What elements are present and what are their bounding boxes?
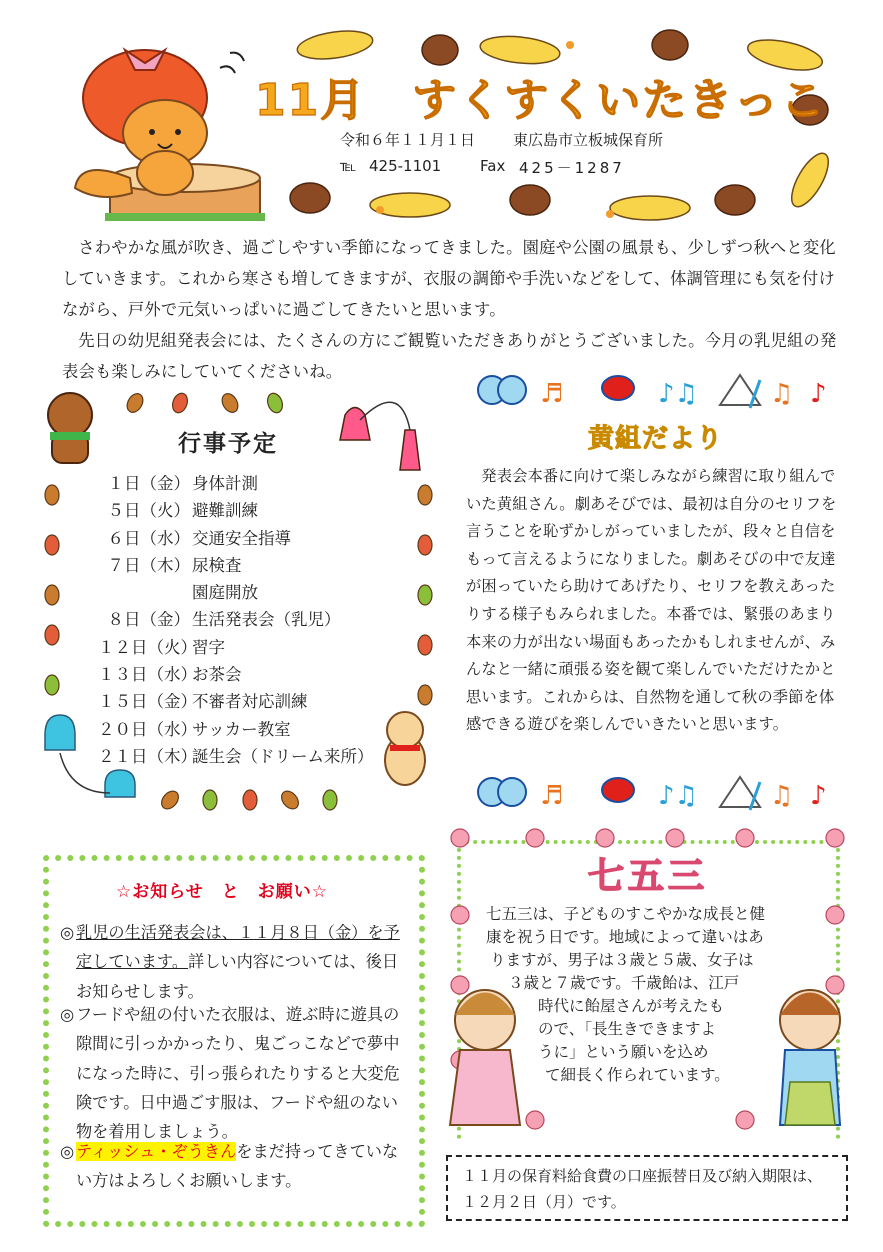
fax-label: Fax — [480, 157, 506, 175]
notice-item-1 — [60, 918, 410, 1006]
shichigosan-line: りますが、男子は３歳と５歳、女子は — [490, 951, 754, 969]
event-date: １３日（水） — [98, 665, 197, 685]
event-row — [98, 497, 374, 524]
notice-title: ☆お知らせ と お願い☆ — [116, 882, 328, 902]
event-date: １日（金） — [107, 474, 190, 493]
event-row — [98, 470, 374, 497]
svg-text:♪♫: ♪♫ — [658, 379, 698, 409]
notice-item-3-rest: をまだ持ってきていない方はよろしくお願いします。 — [76, 1142, 399, 1191]
event-row — [98, 552, 374, 579]
svg-text:♫: ♫ — [770, 781, 794, 811]
shichigosan-line: うに」という願いを込め — [538, 1043, 709, 1061]
yellow-class-text — [466, 463, 844, 739]
svg-text:♬: ♬ — [540, 781, 564, 811]
notice-item-3 — [60, 1137, 410, 1196]
bullet-mark: ◎ — [60, 1005, 75, 1024]
event-row — [98, 688, 374, 715]
bullet-mark: ◎ — [60, 923, 75, 942]
intro-paragraph-2: 先日の幼児組発表会には、たくさんの方にご観覧いただきありがとうございました。今月の乳児組の発表会も楽しみにしていてくださいね。 — [62, 331, 837, 381]
event-row — [98, 525, 374, 552]
events-title: 行事予定 — [178, 431, 278, 457]
event-date: １５日（金） — [98, 692, 197, 712]
event-date — [98, 579, 190, 606]
notice-item-2-text: フードや紐の付いた衣服は、遊ぶ時に遊具の隙間に引っかかったり、鬼ごっこなどで夢中になった時に、引っ張られたりすると大変危険です。日中過ごす服は、フードや紐のない物を着用しましょう。 — [76, 1005, 400, 1142]
shichigosan-line: 七五三は、子どものすこやかな成長と健 — [486, 905, 766, 923]
persimmon-squirrel-illustration — [70, 28, 260, 223]
notice-item-2 — [60, 1000, 410, 1146]
event-date: ２１日（木） — [98, 746, 197, 766]
event-date: ８日（金） — [107, 610, 190, 630]
shichigosan-line: ３歳と７歳です。千歳飴は、江戸 — [508, 974, 740, 992]
event-row — [98, 716, 374, 743]
tel-number: 425-1101 — [369, 157, 442, 175]
svg-text:♬: ♬ — [540, 379, 564, 409]
svg-text:♪♫: ♪♫ — [658, 781, 698, 811]
event-text: 習字 — [192, 637, 225, 657]
event-date: ７日（木） — [107, 555, 190, 575]
event-text: 園庭開放 — [192, 583, 258, 603]
bullet-mark: ◎ — [60, 1142, 75, 1161]
notice-item-1-rest: 詳しい内容については、後日お知らせします。 — [76, 952, 399, 1001]
music-instruments-border-top — [470, 370, 850, 412]
event-date: ２０日（水） — [98, 719, 197, 739]
svg-text:♪: ♪ — [810, 781, 827, 811]
svg-text:♪: ♪ — [810, 379, 827, 409]
event-row — [98, 661, 374, 688]
notice-item-1-underlined: 乳児の生活発表会は、１１月８日（金）を予定しています。 — [76, 923, 400, 972]
event-text: 尿検査 — [192, 555, 242, 575]
yellow-class-paragraph: 発表会本番に向けて楽しみながら練習に取り組んでいた黄組さん。劇あそびでは、最初は自分のセリフを言うことを恥ずかしがっていましたが、段々と自信をもって言えるようになりました。劇あそびの中で友達が困っていたら助けてあげたり、セリフを教えあったりする様子もみられました。本番では、緊張のあまり本来の力が出ない場面もあったかもしれませんが、みんなと一緒に頑張る姿を観て楽しんでいただけたかと思います。これからは、自然物を通して秋の季節を体感できる遊びを楽しんでいきたいと思います。 — [466, 467, 837, 734]
shichigosan-line: 康を祝う日です。地域によって違いはあ — [486, 928, 764, 946]
event-row — [98, 634, 374, 661]
shichigosan-title: 七五三 — [588, 856, 709, 897]
shichigosan-line: 時代に飴屋さんが考えたも — [538, 997, 725, 1015]
event-text: 不審者対応訓練 — [192, 692, 308, 712]
svg-text:♫: ♫ — [770, 379, 794, 409]
intro-text — [62, 232, 842, 387]
event-text: 生活発表会（乳児） — [192, 610, 341, 630]
tel-label: ℡ — [340, 157, 357, 175]
issue-date: 令和６年１１月１日 — [340, 131, 476, 149]
intro-paragraph-1: さわやかな風が吹き、過ごしやすい季節になってきました。園庭や公園の風景も、少しずつ秋へと変化していきます。これから寒さも増してきますが、衣服の調節や手洗いなどをして、体調管理にも気を付けながら、戸外で元気いっぱいに過ごしてきたいと思います。 — [62, 238, 836, 319]
event-row — [98, 606, 374, 633]
event-text: 交通安全指導 — [192, 528, 291, 548]
event-text: 身体計測 — [192, 474, 258, 493]
event-date: ６日（水） — [107, 528, 190, 548]
event-text: 避難訓練 — [192, 501, 258, 521]
notice-item-3-highlight: ティッシュ・ぞうきん — [76, 1142, 237, 1161]
event-date: １２日（火） — [98, 637, 197, 657]
music-instruments-border-bottom — [470, 772, 850, 814]
event-row — [98, 743, 374, 770]
school-name: 東広島市立板城保育所 — [513, 131, 664, 149]
fee-notice-text: １１月の保育料給食費の口座振替日及び納入期限は、１２月２日（月）です。 — [462, 1167, 823, 1211]
event-row — [98, 579, 374, 606]
shichigosan-line: ので、「長生きできますよ — [538, 1020, 716, 1038]
event-text: お茶会 — [192, 665, 242, 685]
fax-number: 425－1287 — [519, 159, 625, 177]
events-list — [98, 470, 374, 770]
yellow-class-title: 黄組だより — [588, 424, 724, 454]
event-text: サッカー教室 — [192, 719, 291, 739]
event-date: ５日（火） — [107, 501, 190, 521]
newsletter-title: 11月 すくすくいたきっこ — [255, 75, 827, 126]
shichigosan-line: て細長く作られています。 — [545, 1066, 730, 1084]
event-text: 誕生会（ドリーム来所） — [192, 746, 374, 766]
